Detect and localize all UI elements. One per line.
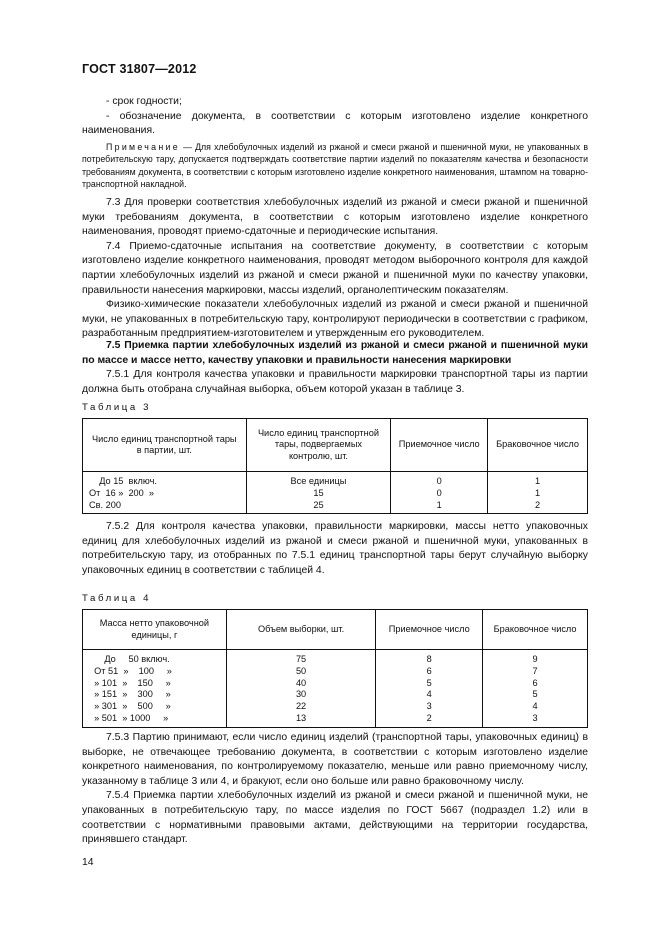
paragraph-7-4: 7.4 Приемо-сдаточные испытания на соответствие документу, в соответствии с которым изготовлено изделие конкретного наименования, проводят методом выборочного контроля для каждой партии хлебобулочных изделий из ржаной и смеси ржаной и пшеничной муки по качеству упаковки, правильности нанесения маркировки, массы изделий, органолептическим показателям. xyxy=(82,240,588,296)
table-cell: 0 xyxy=(391,472,488,488)
table-cell: 2 xyxy=(488,500,588,514)
table-4-header: Браковочное число xyxy=(483,610,588,650)
table-cell: 4 xyxy=(483,701,588,713)
table-cell: 1 xyxy=(488,472,588,488)
list-block xyxy=(82,95,588,139)
table-4 xyxy=(82,609,588,728)
table-row xyxy=(83,650,588,666)
section-7-5-2 xyxy=(82,520,588,578)
table-cell: 8 xyxy=(376,650,483,666)
table-cell: » 301 » 500 » xyxy=(83,701,227,713)
paragraph-7-5-3: 7.5.3 Партию принимают, если число единиц изделий (транспортной тары, упаковочных единиц) в выборке, не отвечающее требованию документа, в соответствии с которым изготовлено изделие конкретного наименования, по контролируемому показателю, меньше или равно приемочному числу, указанному в таблице 3 или 4, и бракуют, если оно больше или равно браковочному числу. xyxy=(82,732,588,787)
paragraph-7-5: 7.5 Приемка партии хлебобулочных изделий из ржаной и смеси ржаной и пшеничной муки по массе и массе нетто, качеству упаковки и правильности нанесения маркировки xyxy=(82,340,588,366)
table-cell: 40 xyxy=(226,678,376,690)
table-cell: » 101 » 150 » xyxy=(83,678,227,690)
table-cell: До 50 включ. xyxy=(83,650,227,666)
table-cell: 75 xyxy=(226,650,376,666)
table-cell: От 51 » 100 » xyxy=(83,666,227,678)
table-cell: До 15 включ. xyxy=(83,472,247,488)
list-item: - срок годности; xyxy=(106,96,182,107)
table-3-header: Браковочное число xyxy=(488,419,588,472)
table-cell: 22 xyxy=(226,701,376,713)
table-cell: 1 xyxy=(391,500,488,514)
document-header: ГОСТ 31807—2012 xyxy=(82,62,197,76)
table-row xyxy=(83,500,588,514)
table-cell: 25 xyxy=(246,500,391,514)
table-row xyxy=(83,666,588,678)
table-cell: Все единицы xyxy=(246,472,391,488)
note-text: — Для хлебобулочных изделий из ржаной и смеси ржаной и пшеничной муки, не упакованных в потребительскую тару, допускается подтверждать соответствие партии изделий по показателям качества и безопасности требованиям документа, в соответствии с которым изготовлено изделие конкретного наименования, штампом на товарно-транспортной накладной. xyxy=(82,142,588,190)
table-cell: 3 xyxy=(376,701,483,713)
table-cell: 7 xyxy=(483,666,588,678)
table-cell: » 501 » 1000 » xyxy=(83,713,227,727)
section-7-3-7-4 xyxy=(82,196,588,342)
paragraph-7-5-4: 7.5.4 Приемка партии хлебобулочных изделий из ржаной и смеси ржаной и пшеничной муки, не упакованных в потребительскую тару, по массе изделия по ГОСТ 5667 (подраздел 1.2) или в соответствии с нормативными правовыми актами, действующими на территории государства, принявшего стандарт. xyxy=(82,790,588,846)
table-cell: 6 xyxy=(376,666,483,678)
table-row xyxy=(83,701,588,713)
table-3 xyxy=(82,418,588,514)
table-row xyxy=(83,678,588,690)
table-row xyxy=(83,713,588,727)
table-3-caption: Таблица 3 xyxy=(82,402,152,413)
table-cell: 5 xyxy=(376,678,483,690)
table-cell: 2 xyxy=(376,713,483,727)
note-block xyxy=(82,141,588,191)
table-cell: 5 xyxy=(483,689,588,701)
section-7-5-heading xyxy=(82,339,588,368)
table-cell: 9 xyxy=(483,650,588,666)
table-cell: 13 xyxy=(226,713,376,727)
list-item: - обозначение документа, в соответствии с которым изготовлено изделие конкретного наименования. xyxy=(82,110,588,137)
paragraph-7-4-physchem: Физико-химические показатели хлебобулочных изделий из ржаной и смеси ржаной и пшеничной муки, не упакованных в потребительскую тару, контролируют периодически в соответствии с графиком, разработанным предприятием-изготовителем и утвержденным его руководителем. xyxy=(82,299,588,340)
table-cell: 1 xyxy=(488,488,588,500)
table-cell: 6 xyxy=(483,678,588,690)
page-number: 14 xyxy=(82,857,94,868)
table-row xyxy=(83,689,588,701)
table-cell: 3 xyxy=(483,713,588,727)
table-3-header: Приемочное число xyxy=(391,419,488,472)
table-3-header: Число единиц транспортной тары, подвергаемых контролю, шт. xyxy=(246,419,391,472)
table-3-header: Число единиц транспортной тары в партии, шт. xyxy=(83,419,247,472)
table-cell: 4 xyxy=(376,689,483,701)
table-cell: 30 xyxy=(226,689,376,701)
table-4-caption: Таблица 4 xyxy=(82,593,152,604)
table-4-header: Приемочное число xyxy=(376,610,483,650)
table-row xyxy=(83,472,588,488)
table-cell: » 151 » 300 » xyxy=(83,689,227,701)
paragraph-7-3: 7.3 Для проверки соответствия хлебобулочных изделий из ржаной и смеси ржаной и пшеничной муки требованиям документа, в соответствии с которым изготовлено изделие конкретного наименования, проводят приемо-сдаточные и периодические испытания. xyxy=(82,197,588,238)
table-cell: 50 xyxy=(226,666,376,678)
section-7-5-3-7-5-4 xyxy=(82,731,588,848)
note-label: Примечание xyxy=(106,142,180,152)
table-cell: 0 xyxy=(391,488,488,500)
table-cell: 15 xyxy=(246,488,391,500)
table-4-header: Масса нетто упаковочной единицы, г xyxy=(83,610,227,650)
paragraph-7-5-2: 7.5.2 Для контроля качества упаковки, правильности маркировки, массы нетто упаковочных единиц для хлебобулочных изделий из ржаной и смеси ржаной и пшеничной муки, упакованных в потребительскую тару, из отобранных по 7.5.1 единиц транспортной тары берут случайную выборку упаковочных единиц в соответствии с таблицей 4. xyxy=(82,521,588,576)
paragraph-7-5-1: 7.5.1 Для контроля качества упаковки и правильности маркировки транспортной тары из партии должна быть отобрана случайная выборка, объем которой указан в таблице 3. xyxy=(82,369,588,395)
table-cell: От 16 » 200 » xyxy=(83,488,247,500)
table-row xyxy=(83,488,588,500)
table-cell: Св. 200 xyxy=(83,500,247,514)
table-4-header: Объем выборки, шт. xyxy=(226,610,376,650)
section-7-5-1 xyxy=(82,368,588,397)
